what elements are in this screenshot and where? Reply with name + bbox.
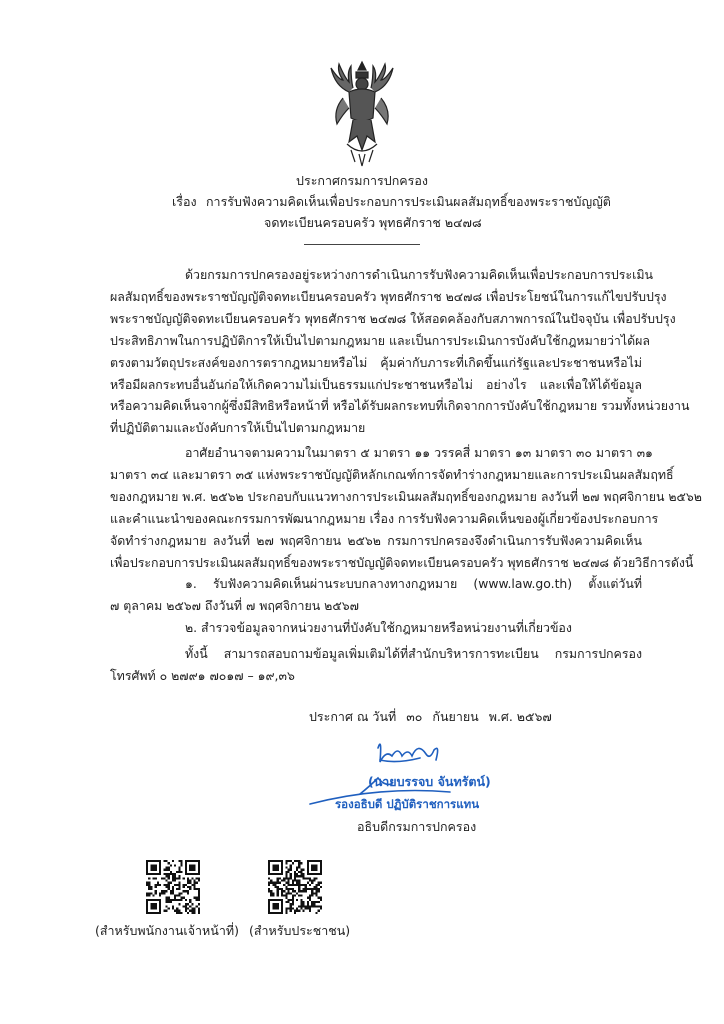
paragraph-line: ที่ปฏิบัติตามและบังคับการให้เป็นไปตามกฎหมาย — [110, 420, 366, 436]
subject-label: เรื่อง — [172, 194, 197, 209]
announcement-date — [309, 708, 558, 726]
date-year: พ.ศ. ๒๕๖๗ — [488, 709, 552, 724]
qr-caption-officer: (สำหรับพนักงานเจ้าหน้าที่) — [95, 923, 239, 938]
paragraph-line: ทั้งนี้ สามารถสอบถามข้อมูลเพิ่มเติมได้ที่สำนักบริหารการทะเบียน กรมการปกครอง — [185, 646, 642, 661]
paragraph-2 — [110, 442, 702, 639]
paragraph-line: และคำแนะนำของคณะกรรมการพัฒนากฎหมาย เรื่อง การรับฟังความคิดเห็นของผู้เกี่ยวข้องประกอบการ — [110, 510, 659, 526]
contact-phone: โทรศัพท์ ๐ ๒๗๙๑ ๗๐๑๗ – ๑๙,๓๖ — [110, 667, 295, 683]
paragraph-line: หรือความคิดเห็นจากผู้ซึ่งมีสิทธิหรือหน้าที่ หรือได้รับผลกระทบที่เกิดจากการบังคับใช้กฎหมาย รวมทั้งหน่วยงาน — [110, 398, 690, 414]
method-item-2: ๒. สำรวจข้อมูลจากหน่วยงานที่บังคับใช้กฎหมายหรือหน่วยงานที่เกี่ยวข้อง — [185, 620, 572, 636]
paragraph-line: ตรงตามวัตถุประสงค์ของการตรากฎหมายหรือไม่ คุ้มค่ากับภาระที่เกิดขึ้นแก่รัฐและประชาชนหรือไม่ — [110, 354, 642, 370]
paragraph-line: อาศัยอำนาจตามความในมาตรา ๕ มาตรา ๑๑ วรรคสี่ มาตรา ๑๓ มาตรา ๓๐ มาตรา ๓๑ — [185, 445, 653, 460]
paragraph-1 — [110, 264, 690, 439]
paragraph-line: ของกฎหมาย พ.ศ. ๒๕๖๒ ประกอบกับแนวทางการประเมินผลสัมฤทธิ์ของกฎหมาย ลงวันที่ ๒๗ พฤศจิกายน ๒๕๖๒ — [110, 488, 702, 504]
header-divider — [304, 244, 420, 245]
qr-code-officer-icon[interactable] — [146, 860, 200, 914]
garuda-emblem-icon — [329, 58, 395, 168]
paragraph-line: เพื่อประกอบการประเมินผลสัมฤทธิ์ของพระราชบัญญัติจดทะเบียนครอบครัว พุทธศักราช ๒๔๗๘ ด้วยวิธีการดังนี้ — [110, 554, 694, 570]
signatory-position: รองอธิบดี ปฏิบัติราชการแทน — [335, 797, 480, 811]
signatory-organization: อธิบดีกรมการปกครอง — [357, 819, 477, 834]
paragraph-line: ประสิทธิภาพในการปฏิบัติการให้เป็นไปตามกฎหมาย และเป็นการประเมินการบังคับใช้กฎหมายว่าได้ผล — [110, 332, 651, 348]
method-item-1-dates: ๗ ตุลาคม ๒๕๖๗ ถึงวันที่ ๗ พฤศจิกายน ๒๕๖๗ — [110, 598, 359, 614]
paragraph-3 — [110, 643, 642, 687]
date-label: ประกาศ ณ วันที่ — [309, 709, 397, 724]
subject-text-1: การรับฟังความคิดเห็นเพื่อประกอบการประเมินผลสัมฤทธิ์ของพระราชบัญญัติ — [205, 194, 611, 209]
paragraph-line: หรือมีผลกระทบอื่นอันก่อให้เกิดความไม่เป็นธรรมแก่ประชาชนหรือไม่ อย่างไร และเพื่อให้ได้ข้อมูล — [110, 376, 642, 392]
subject-line — [172, 193, 611, 211]
date-day: ๓๐ — [406, 709, 423, 724]
qr-code-public-icon[interactable] — [268, 860, 322, 914]
date-month: กันยายน — [432, 709, 479, 724]
qr-caption-public: (สำหรับประชาชน) — [249, 923, 351, 938]
method-item-1: ๑. รับฟังความคิดเห็นผ่านระบบกลางทางกฎหมาย (www.law.go.th) ตั้งแต่วันที่ — [185, 576, 642, 592]
paragraph-line: มาตรา ๓๔ และมาตรา ๓๕ แห่งพระราชบัญญัติหลักเกณฑ์การจัดทำร่างกฎหมายและการประเมินผลสัมฤทธิ์ — [110, 466, 674, 482]
signatory-name: (นายบรรจบ จันทรัตน์) — [368, 774, 491, 789]
paragraph-line: ด้วยกรมการปกครองอยู่ระหว่างการดำเนินการรับฟังความคิดเห็นเพื่อประกอบการประเมิน — [185, 267, 653, 282]
announcement-title: ประกาศกรมการปกครอง — [296, 173, 428, 188]
paragraph-line: จัดทำร่างกฎหมาย ลงวันที่ ๒๗ พฤศจิกายน ๒๕๖๒ กรมการปกครองจึงดำเนินการรับฟังความคิดเห็น — [110, 532, 642, 548]
paragraph-line: ผลสัมฤทธิ์ของพระราชบัญญัติจดทะเบียนครอบครัว พุทธศักราช ๒๔๗๘ เพื่อประโยชน์ในการแก้ไขปรับปรุง — [110, 288, 667, 304]
subject-text-2: จดทะเบียนครอบครัว พุทธศักราช ๒๔๗๘ — [264, 215, 482, 230]
paragraph-line: พระราชบัญญัติจดทะเบียนครอบครัว พุทธศักราช ๒๔๗๘ ให้สอดคล้องกับสภาพการณ์ในปัจจุบัน เพื่อปรับปรุง — [110, 310, 676, 326]
signature-icon — [300, 726, 510, 806]
